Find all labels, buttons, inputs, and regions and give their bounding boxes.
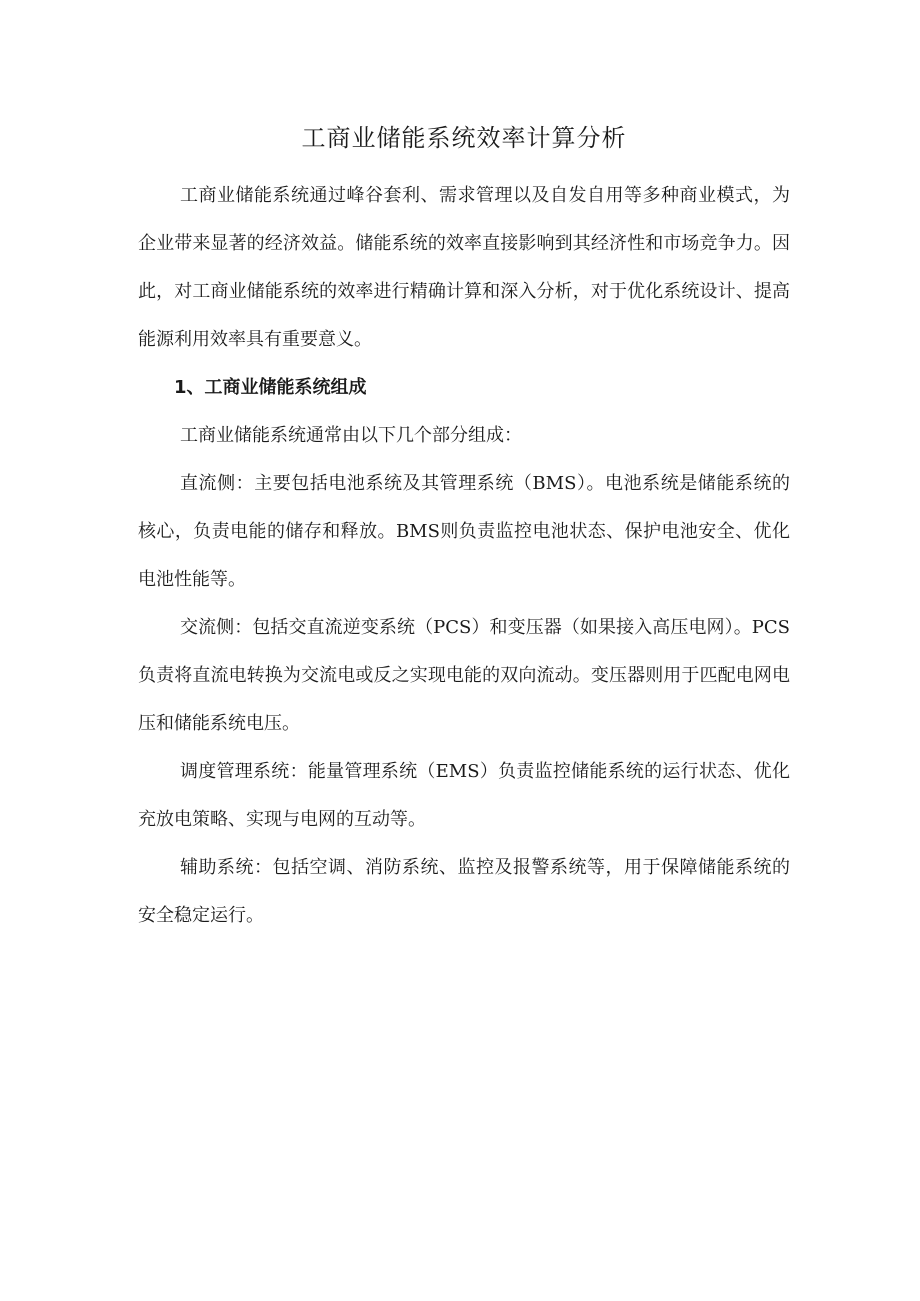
page-title: 工商业储能系统效率计算分析 xyxy=(301,124,627,152)
document-content xyxy=(138,118,790,940)
intro-paragraph: 工商业储能系统通过峰谷套利、需求管理以及自发自用等多种商业模式，为企业带来显著的经济效益。储能系统的效率直接影响到其经济性和市场竞争力。因此，对工商业储能系统的效率进行精确计算和深入分析，对于优化系统设计、提高能源利用效率具有重要意义。 xyxy=(138,185,790,350)
section-heading: 1、工商业储能系统组成 xyxy=(174,377,367,398)
composition-intro-paragraph: 工商业储能系统通常由以下几个部分组成： xyxy=(180,425,522,446)
ac-side-paragraph: 交流侧：包括交直流逆变系统（PCS）和变压器（如果接入高压电网）。PCS负责将直流电转换为交流电或反之实现电能的双向流动。变压器则用于匹配电网电压和储能系统电压。 xyxy=(138,617,790,734)
dc-side-paragraph: 直流侧：主要包括电池系统及其管理系统（BMS）。电池系统是储能系统的核心，负责电能的储存和释放。BMS则负责监控电池状态、保护电池安全、优化电池性能等。 xyxy=(138,473,790,590)
auxiliary-system-paragraph: 辅助系统：包括空调、消防系统、监控及报警系统等，用于保障储能系统的安全稳定运行。 xyxy=(138,857,790,926)
ems-paragraph: 调度管理系统：能量管理系统（EMS）负责监控储能系统的运行状态、优化充放电策略、实现与电网的互动等。 xyxy=(138,761,790,830)
